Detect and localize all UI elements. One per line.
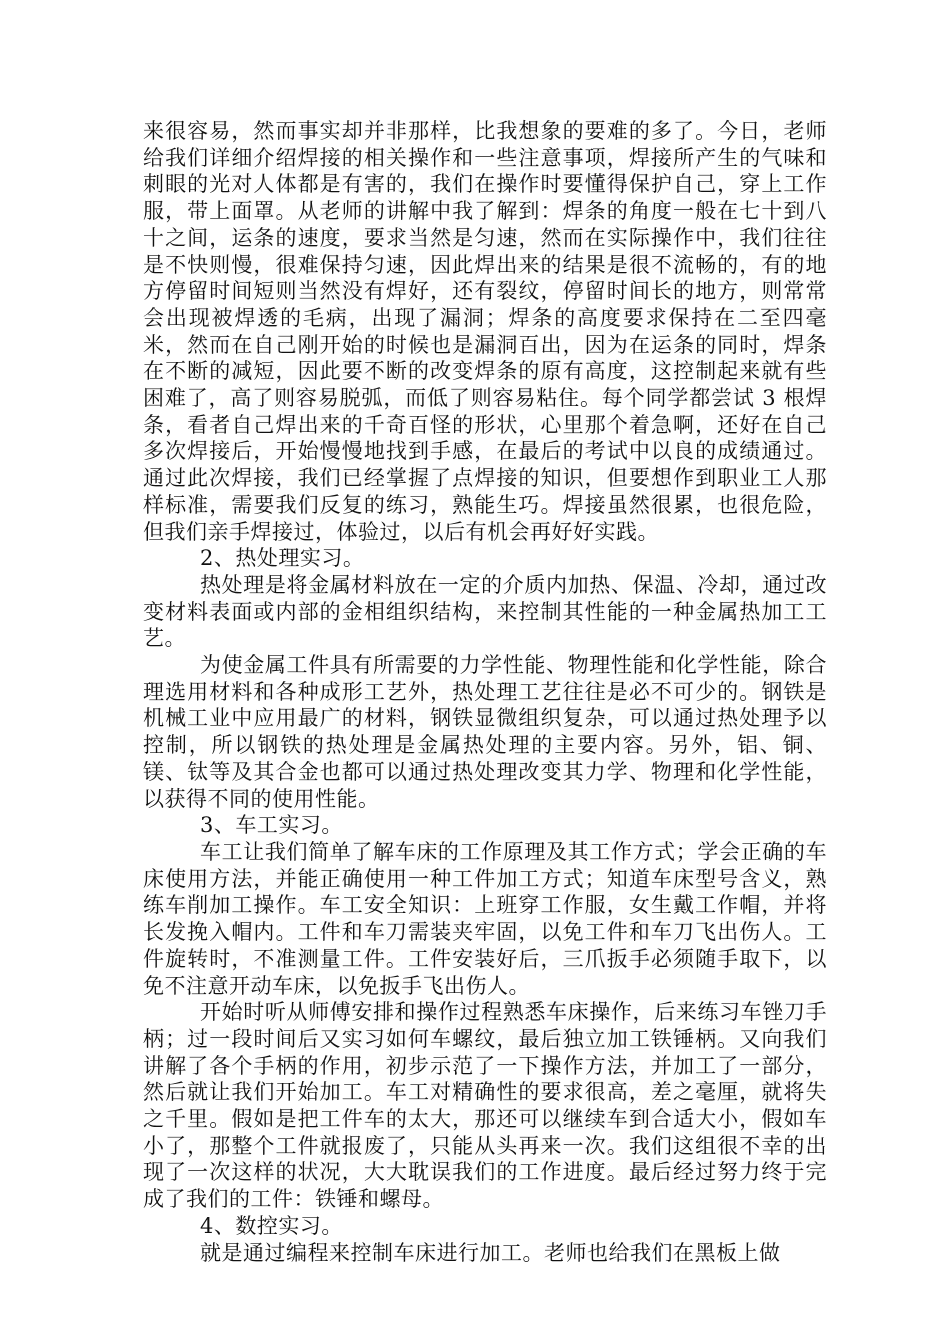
section-heading-heat-treatment: 2、热处理实习。: [200, 546, 365, 571]
paragraph-welding-continued: 来很容易，然而事实却并非那样，比我想象的要难的多了。今日，老师给我们详细介绍焊接的相关操作和一些注意事项，焊接所产生的气味和刺眼的光对人体都是有害的，我们在操作时要懂得保护自己，穿上工作服，带上面罩。从老师的讲解中我了解到：焊条的角度一般在七十到八十之间，运条的速度，要求当然是匀速，然而在实际操作中，我们往往是不快则慢，很难保持匀速，因此焊出来的结果是很不流畅的，有的地方停留时间短则当然没有焊好，还有裂纹，停留时间长的地方，则常常会出现被焊透的毛病，出现了漏洞；焊条的高度要求保持在二至四毫米，然而在自己刚开始的时候也是漏洞百出，因为在运条的同时，焊条在不断的减短，因此要不断的改变焊条的原有高度，这控制起来就有些困难了，高了则容易脱弧，而低了则容易粘住。每个同学都尝试 3 根焊条，看者自己焊出来的千奇百怪的形状，心里那个着急啊，还好在自己多次焊接后，开始慢慢地找到手感，在最后的考试中以良的成绩通过。通过此次焊接，我们已经掌握了点焊接的知识，但要想作到职业工人那样标准，需要我们反复的练习，熟能生巧。焊接虽然很累，也很危险，但我们亲手焊接过，体验过，以后有机会再好好实践。: [143, 119, 827, 544]
paragraph-heat-treatment-definition: 热处理是将金属材料放在一定的介质内加热、保温、冷却，通过改变材料表面或内部的金相组织结构，来控制其性能的一种金属热加工工艺。: [143, 572, 827, 651]
paragraph-heat-treatment-purpose: 为使金属工件具有所需要的力学性能、物理性能和化学性能，除合理选用材料和各种成形工艺外，热处理工艺往往是必不可少的。钢铁是机械工业中应用最广的材料，钢铁显微组织复杂，可以通过热处理予以控制，所以钢铁的热处理是金属热处理的主要内容。另外，铝、铜、镁、钛等及其合金也都可以通过热处理改变其力学、物理和化学性能，以获得不同的使用性能。: [143, 653, 827, 811]
document-body: [143, 118, 827, 1266]
paragraph-lathe-safety: 车工让我们简单了解车床的工作原理及其工作方式；学会正确的车床使用方法，并能正确使用一种工件加工方式；知道车床型号含义，熟练车削加工操作。车工安全知识：上班穿工作服，女生戴工作帽，并将长发挽入帽内。工件和车刀需装夹牢固，以免工件和车刀飞出伤人。工件旋转时，不准测量工件。工件安装好后，三爪扳手必须随手取下，以免不注意开动车床，以免扳手飞出伤人。: [143, 839, 827, 998]
section-heading-lathe: 3、车工实习。: [200, 813, 343, 838]
section-heading-cnc: 4、数控实习。: [200, 1213, 343, 1238]
paragraph-lathe-practice: 开始时听从师傅安排和操作过程熟悉车床操作，后来练习车锉刀手柄；过一段时间后又实习如何车螺纹，最后独立加工铁锤柄。又向我们讲解了各个手柄的作用，初步示范了一下操作方法，并加工了一部分，然后就让我们开始加工。车工对精确性的要求很高，差之毫厘，就将失之千里。假如是把工件车的太大，那还可以继续车到合适大小，假如车小了，那整个工件就报废了，只能从头再来一次。我们这组很不幸的出现了一次这样的状况，大大耽误我们的工作进度。最后经过努力终于完成了我们的工件：铁锤和螺母。: [143, 1000, 827, 1212]
paragraph-cnc-intro: 就是通过编程来控制车床进行加工。老师也给我们在黑板上做: [200, 1240, 781, 1265]
